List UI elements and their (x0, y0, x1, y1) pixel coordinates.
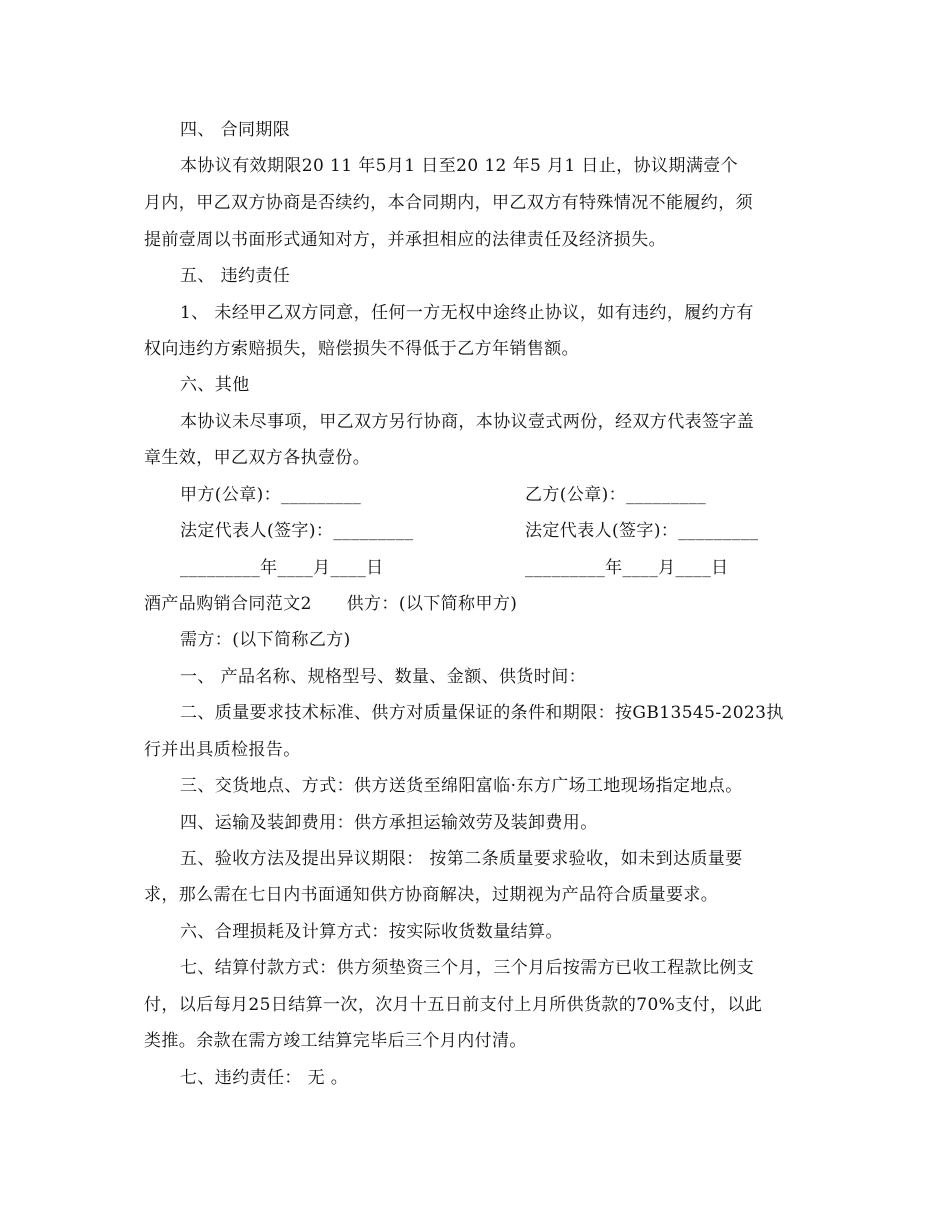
party-a-date: _________年____月____日 (180, 558, 384, 578)
section-6-text-line-2: 章生效，甲乙双方各执壹份。 (144, 448, 371, 468)
item-7-line-1: 七、结算付款方式：供方须垫资三个月，三个月后按需方已收工程款比例支 (180, 958, 755, 978)
item-8: 七、违约责任： 无 。 (180, 1068, 349, 1088)
item-2-line-1: 二、质量要求技术标准、供方对质量保证的条件和期限：按GB13545-2023执 (180, 703, 784, 723)
section-4-text-line-1: 本协议有效期限20 11 年5月1 日至20 12 年5 月1 日止，协议期满壹个 (180, 156, 739, 176)
section-6-text-line-1: 本协议未尽事项，甲乙双方另行协商，本协议壹式两份，经双方代表签字盖 (180, 412, 755, 432)
section-6-heading: 六、其他 (180, 375, 250, 395)
party-a-representative: 法定代表人(签字)：_________ (180, 521, 414, 541)
buyer-line: 需方：(以下简称乙方) (180, 630, 351, 650)
item-7-line-2: 付，以后每月25日结算一次，次月十五日前支付上月所供货款的70%支付，以此 (144, 995, 763, 1015)
item-7-line-3: 类推。余款在需方竣工结算完毕后三个月内付清。 (144, 1031, 527, 1051)
section-4-text-line-2: 月内，甲乙双方协商是否续约，本合同期内，甲乙双方有特殊情况不能履约，须 (144, 193, 753, 213)
section-5-text-line-1: 1、 未经甲乙双方同意，任何一方无权中途终止协议，如有违约，履约方有 (180, 303, 754, 323)
item-3: 三、交货地点、方式：供方送货至绵阳富临·东方广场工地现场指定地点。 (180, 776, 743, 796)
item-4: 四、运输及装卸费用：供方承担运输效劳及装卸费用。 (180, 813, 598, 833)
item-1: 一、 产品名称、规格型号、数量、金额、供货时间： (180, 667, 587, 687)
item-5-line-1: 五、验收方法及提出异议期限： 按第二条质量要求验收，如未到达质量要 (180, 849, 743, 869)
section-4-heading: 四、 合同期限 (180, 120, 291, 140)
party-b-date: _________年____月____日 (525, 558, 729, 578)
item-6: 六、合理损耗及计算方式：按实际收货数量结算。 (180, 922, 563, 942)
party-b-seal: 乙方(公章)：_________ (525, 485, 707, 505)
item-5-line-2: 求，那么需在七日内书面通知供方协商解决，过期视为产品符合质量要求。 (144, 885, 719, 905)
section-4-text-line-3: 提前壹周以书面形式通知对方，并承担相应的法律责任及经济损失。 (144, 230, 666, 250)
party-a-seal: 甲方(公章)：_________ (180, 485, 362, 505)
section-5-text-line-2: 权向违约方索赔损失，赔偿损失不得低于乙方年销售额。 (144, 339, 579, 359)
party-b-representative: 法定代表人(签字)：_________ (525, 521, 759, 541)
section-5-heading: 五、 违约责任 (180, 266, 291, 286)
contract-2-title: 酒产品购销合同范文2 供方：(以下简称甲方) (144, 594, 518, 614)
item-2-line-2: 行并出具质检报告。 (144, 740, 301, 760)
